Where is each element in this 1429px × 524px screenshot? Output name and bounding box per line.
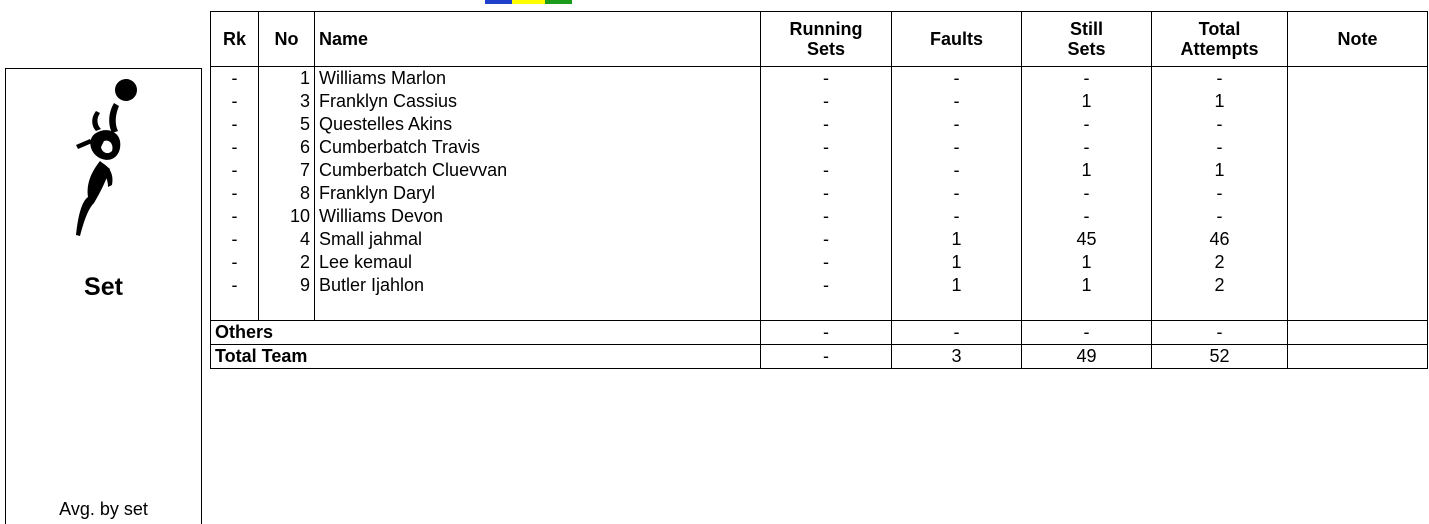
cell-running-sets: -	[761, 274, 892, 297]
cell-no: 8	[259, 182, 315, 205]
table-row	[211, 205, 1428, 228]
cell-rk: -	[211, 136, 259, 159]
cell-faults: 1	[892, 274, 1022, 297]
cell-no: 5	[259, 113, 315, 136]
table-row	[211, 90, 1428, 113]
cell-no: 1	[259, 67, 315, 91]
cell-name: Franklyn Daryl	[315, 182, 761, 205]
total-note	[1288, 345, 1428, 369]
others-total-attempts: -	[1152, 321, 1288, 345]
others-faults: -	[892, 321, 1022, 345]
cell-running-sets: -	[761, 205, 892, 228]
flag-blue	[485, 0, 512, 4]
table-row	[211, 67, 1428, 91]
cell-name: Butler Ijahlon	[315, 274, 761, 297]
cell-note	[1288, 136, 1428, 159]
cell-running-sets: -	[761, 182, 892, 205]
header-total-attempts: Total Attempts	[1152, 12, 1288, 67]
table-row	[211, 113, 1428, 136]
cell-total-attempts: 46	[1152, 228, 1288, 251]
cell-rk: -	[211, 274, 259, 297]
header-still-sets: Still Sets	[1022, 12, 1152, 67]
others-row	[211, 321, 1428, 345]
cell-faults: -	[892, 90, 1022, 113]
cell-faults: -	[892, 67, 1022, 91]
cell-running-sets: -	[761, 113, 892, 136]
cell-faults: -	[892, 136, 1022, 159]
cell-name: Lee kemaul	[315, 251, 761, 274]
cell-no: 2	[259, 251, 315, 274]
cell-faults: 1	[892, 251, 1022, 274]
table-row	[211, 159, 1428, 182]
cell-name: Franklyn Cassius	[315, 90, 761, 113]
cell-rk: -	[211, 251, 259, 274]
cell-no: 7	[259, 159, 315, 182]
cell-running-sets: -	[761, 67, 892, 91]
cell-total-attempts: -	[1152, 205, 1288, 228]
cell-rk: -	[211, 90, 259, 113]
cell-still-sets: -	[1022, 113, 1152, 136]
cell-rk: -	[211, 67, 259, 91]
table-row	[211, 136, 1428, 159]
total-running-sets: -	[761, 345, 892, 369]
cell-rk: -	[211, 159, 259, 182]
total-faults: 3	[892, 345, 1022, 369]
header-rk: Rk	[211, 12, 259, 67]
cell-faults: -	[892, 113, 1022, 136]
table-row	[211, 182, 1428, 205]
header-no: No	[259, 12, 315, 67]
cell-name: Cumberbatch Cluevvan	[315, 159, 761, 182]
cell-note	[1288, 67, 1428, 91]
cell-total-attempts: -	[1152, 136, 1288, 159]
cell-note	[1288, 90, 1428, 113]
flag-yellow	[512, 0, 545, 4]
cell-still-sets: 1	[1022, 90, 1152, 113]
others-note	[1288, 321, 1428, 345]
set-statistics-table	[210, 11, 1428, 369]
total-team-row	[211, 345, 1428, 369]
cell-total-attempts: 1	[1152, 159, 1288, 182]
cell-still-sets: -	[1022, 205, 1152, 228]
cell-running-sets: -	[761, 136, 892, 159]
cell-no: 3	[259, 90, 315, 113]
empty-rows-filler	[211, 297, 1428, 321]
flag-green	[545, 0, 572, 4]
cell-note	[1288, 251, 1428, 274]
table-row	[211, 251, 1428, 274]
cell-total-attempts: 1	[1152, 90, 1288, 113]
cell-total-attempts: -	[1152, 67, 1288, 91]
cell-name: Cumberbatch Travis	[315, 136, 761, 159]
table-row	[211, 228, 1428, 251]
skill-name: Set	[84, 273, 123, 301]
cell-faults: -	[892, 159, 1022, 182]
total-team-label: Total Team	[211, 345, 761, 369]
cell-running-sets: -	[761, 228, 892, 251]
cell-total-attempts: -	[1152, 182, 1288, 205]
avg-by-set-label: Avg. by set	[59, 499, 148, 519]
table-row	[211, 274, 1428, 297]
cell-rk: -	[211, 182, 259, 205]
cell-faults: 1	[892, 228, 1022, 251]
cell-name: Williams Marlon	[315, 67, 761, 91]
header-faults: Faults	[892, 12, 1022, 67]
header-note: Note	[1288, 12, 1428, 67]
cell-rk: -	[211, 205, 259, 228]
cell-still-sets: -	[1022, 136, 1152, 159]
cell-no: 4	[259, 228, 315, 251]
cell-rk: -	[211, 113, 259, 136]
cell-faults: -	[892, 182, 1022, 205]
cell-total-attempts: 2	[1152, 251, 1288, 274]
others-label: Others	[211, 321, 761, 345]
cell-note	[1288, 113, 1428, 136]
cell-no: 10	[259, 205, 315, 228]
cell-still-sets: 45	[1022, 228, 1152, 251]
cell-name: Questelles Akins	[315, 113, 761, 136]
cell-note	[1288, 205, 1428, 228]
volleyball-setter-icon	[56, 75, 146, 255]
table-header-row	[211, 12, 1428, 67]
cell-still-sets: 1	[1022, 159, 1152, 182]
cell-name: Small jahmal	[315, 228, 761, 251]
flag-stripe	[485, 0, 572, 4]
cell-name: Williams Devon	[315, 205, 761, 228]
cell-still-sets: -	[1022, 182, 1152, 205]
cell-note	[1288, 274, 1428, 297]
skill-panel	[5, 68, 202, 524]
total-total-attempts: 52	[1152, 345, 1288, 369]
cell-note	[1288, 182, 1428, 205]
cell-still-sets: 1	[1022, 274, 1152, 297]
cell-total-attempts: -	[1152, 113, 1288, 136]
cell-total-attempts: 2	[1152, 274, 1288, 297]
cell-rk: -	[211, 228, 259, 251]
cell-running-sets: -	[761, 159, 892, 182]
cell-note	[1288, 228, 1428, 251]
others-still-sets: -	[1022, 321, 1152, 345]
cell-faults: -	[892, 205, 1022, 228]
cell-still-sets: -	[1022, 67, 1152, 91]
cell-no: 6	[259, 136, 315, 159]
cell-note	[1288, 159, 1428, 182]
header-running-sets: Running Sets	[761, 12, 892, 67]
others-running-sets: -	[761, 321, 892, 345]
cell-no: 9	[259, 274, 315, 297]
header-name: Name	[315, 12, 761, 67]
cell-running-sets: -	[761, 90, 892, 113]
total-still-sets: 49	[1022, 345, 1152, 369]
cell-running-sets: -	[761, 251, 892, 274]
cell-still-sets: 1	[1022, 251, 1152, 274]
